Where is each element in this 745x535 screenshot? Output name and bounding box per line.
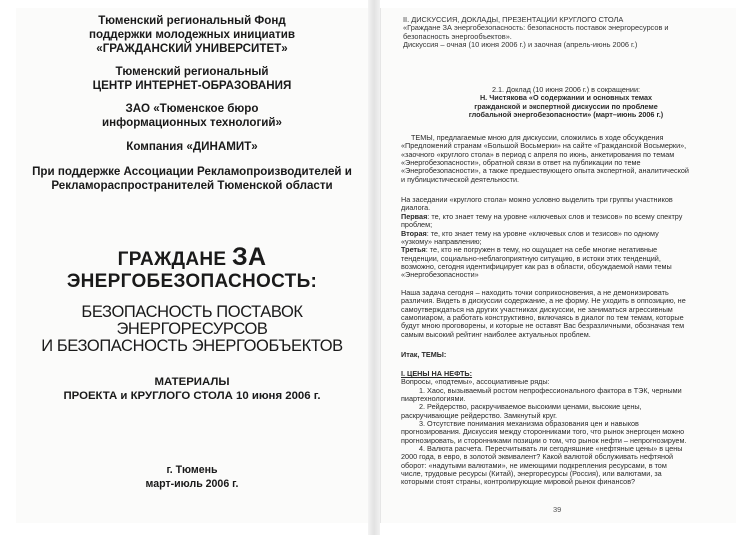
topics-heading: Итак, ТЕМЫ:: [401, 351, 447, 359]
list-item: 3. Отсутствие понимания механизма образования цен и навыков прогнозирования. Дискуссия между сторонниками того, что рынок энергоцен можно прогнозировать, и сторонниками позиции о том, что рынок нефти – непрогнозируем.: [401, 420, 687, 445]
left-page: [16, 8, 368, 523]
report-title: 2.1. Доклад (10 июня 2006 г.) в сокращении: Н. Чистякова «О содержании и основных темах гражданской и экспертной дискуссии по проблеме глобальной энергобезопасности» (март–июнь 2006 г.): [468, 86, 664, 120]
right-page: [380, 8, 736, 523]
book-title: [16, 243, 368, 293]
book-subtitle: БЕЗОПАСНОСТЬ ПОСТАВОК ЭНЕРГОРЕСУРСОВ И БЕЗОПАСНОСТЬ ЭНЕРГООБЪЕКТОВ: [41, 303, 343, 355]
participant-groups: [401, 213, 731, 280]
org-3: ЗАО «Тюменское бюро информационных технологий»: [102, 102, 282, 130]
title-line-2: ЭНЕРГОБЕЗОПАСНОСТЬ:: [66, 271, 318, 292]
organizations-block: [16, 14, 368, 193]
title-line-1: ГРАЖДАНЕ ЗА: [117, 243, 267, 271]
group-label: Вторая: [401, 229, 427, 238]
group-second: Вторая: те, кто знает тему на уровне «ключевых слов и тезисов» по одному «узкому» направлению;: [401, 229, 659, 247]
org-5: При поддержке Ассоциации Рекламопроизводителей и Рекламораспространителей Тюменской области: [32, 164, 352, 192]
group-first: Первая: те, кто знает тему на уровне «ключевых слов и тезисов» по всему спектру проблем;: [401, 213, 683, 230]
materials-caption: МАТЕРИАЛЫ ПРОЕКТА и КРУГЛОГО СТОЛА 10 июня 2006 г.: [63, 376, 321, 402]
group-third: Третья: те, кто не погружен в тему, но ощущает на себе многие негативные тенденции, социально-неблагоприятную ситуацию, в истоки этих тенденций, возможно, сегодня идентифицирует как раз в области, обсуждаемой нами темы «Энергобезопасности»: [401, 246, 672, 280]
paragraph-3: Наша задача сегодня – находить точки соприкосновения, а не демонизировать различия. Видеть в дискуссии содержание, а не форму. Не уходить в оппозицию, не самоутверждаться на других участниках дискуссии, не заниматься агрессивным самопиаром, а работать конструктивно, включаясь в диалог по тем темам, которые будут мною проговорены, и которые не оставят Вас безразличными, обозначая тем самым высокий рейтинг наиболее актуальных проблем.: [401, 289, 686, 339]
list-item: 4. Валюта расчета. Пересчитывать ли сегодняшние «нефтяные цены» в цены 2000 года, в евро, в золотой эквивалент? Какой валютой обслуживать нефтяной оборот: «надутыми валютами», не имеющими подкрепления ресурсами, в том числе, трудовые ресурсы (Китай), энергоресурсы (Россия), или валютами, за которыми стоят страны, контролирующие мировой рынок финансов?: [401, 445, 683, 487]
section-header: II. ДИСКУССИЯ, ДОКЛАДЫ, ПРЕЗЕНТАЦИИ КРУГЛОГО СТОЛА «Граждане ЗА энергобезопасность: безопасность поставок энергоресурсов и безопасность энергообъектов». Дискуссия – очная (10 июня 2006 г.) и заочная (апрель-июнь 2006 г.): [403, 15, 669, 50]
section-title: I. ЦЕНЫ НА НЕФТЬ:: [401, 370, 473, 378]
org-2: Тюменский региональный ЦЕНТР ИНТЕРНЕТ-ОБРАЗОВАНИЯ: [92, 64, 292, 92]
org-4: Компания «ДИНАМИТ»: [126, 140, 258, 154]
group-label: Третья: [401, 246, 426, 255]
questions-caption: Вопросы, «подтемы», ассоциативные ряды:: [401, 378, 550, 387]
list-item: 2. Рейдерство, раскручиваемое высокими ценами, высокие цены, раскручивающие рейдерство. Замкнутый круг.: [401, 403, 642, 420]
city-date: г. Тюмень март-июль 2006 г.: [145, 464, 239, 490]
list-item: 1. Хаос, вызываемый ростом непрофессионального фактора в ТЭК, черными пиартехнологиями.: [401, 386, 682, 404]
group-label: Первая: [401, 213, 428, 221]
section-oil-prices: [401, 370, 731, 487]
paragraph-2: На заседании «круглого стола» можно условно выделить три группы участников диалога.: [401, 196, 673, 213]
org-1: Тюменский региональный Фонд поддержки молодежных инициатив «ГРАЖДАНСКИЙ УНИВЕРСИТЕТ»: [88, 14, 296, 56]
page-number: 39: [553, 505, 562, 514]
paragraph-1: ТЕМЫ, предлагаемые мною для дискуссии, сложились в ходе обсуждения «Предложений странам «Большой Восьмерки» на сайте «Гражданской Восьмерки», «заочного «круглого стола» в период с апреля по июнь, анкетирования по темам «Энергобезопасности», обратной связи в ответ на публикации по теме «Энергобезопасности», а также предшествующего опыта экспертной, аналитической и публицистической деятельности.: [401, 134, 689, 184]
book-gutter: [368, 0, 380, 535]
